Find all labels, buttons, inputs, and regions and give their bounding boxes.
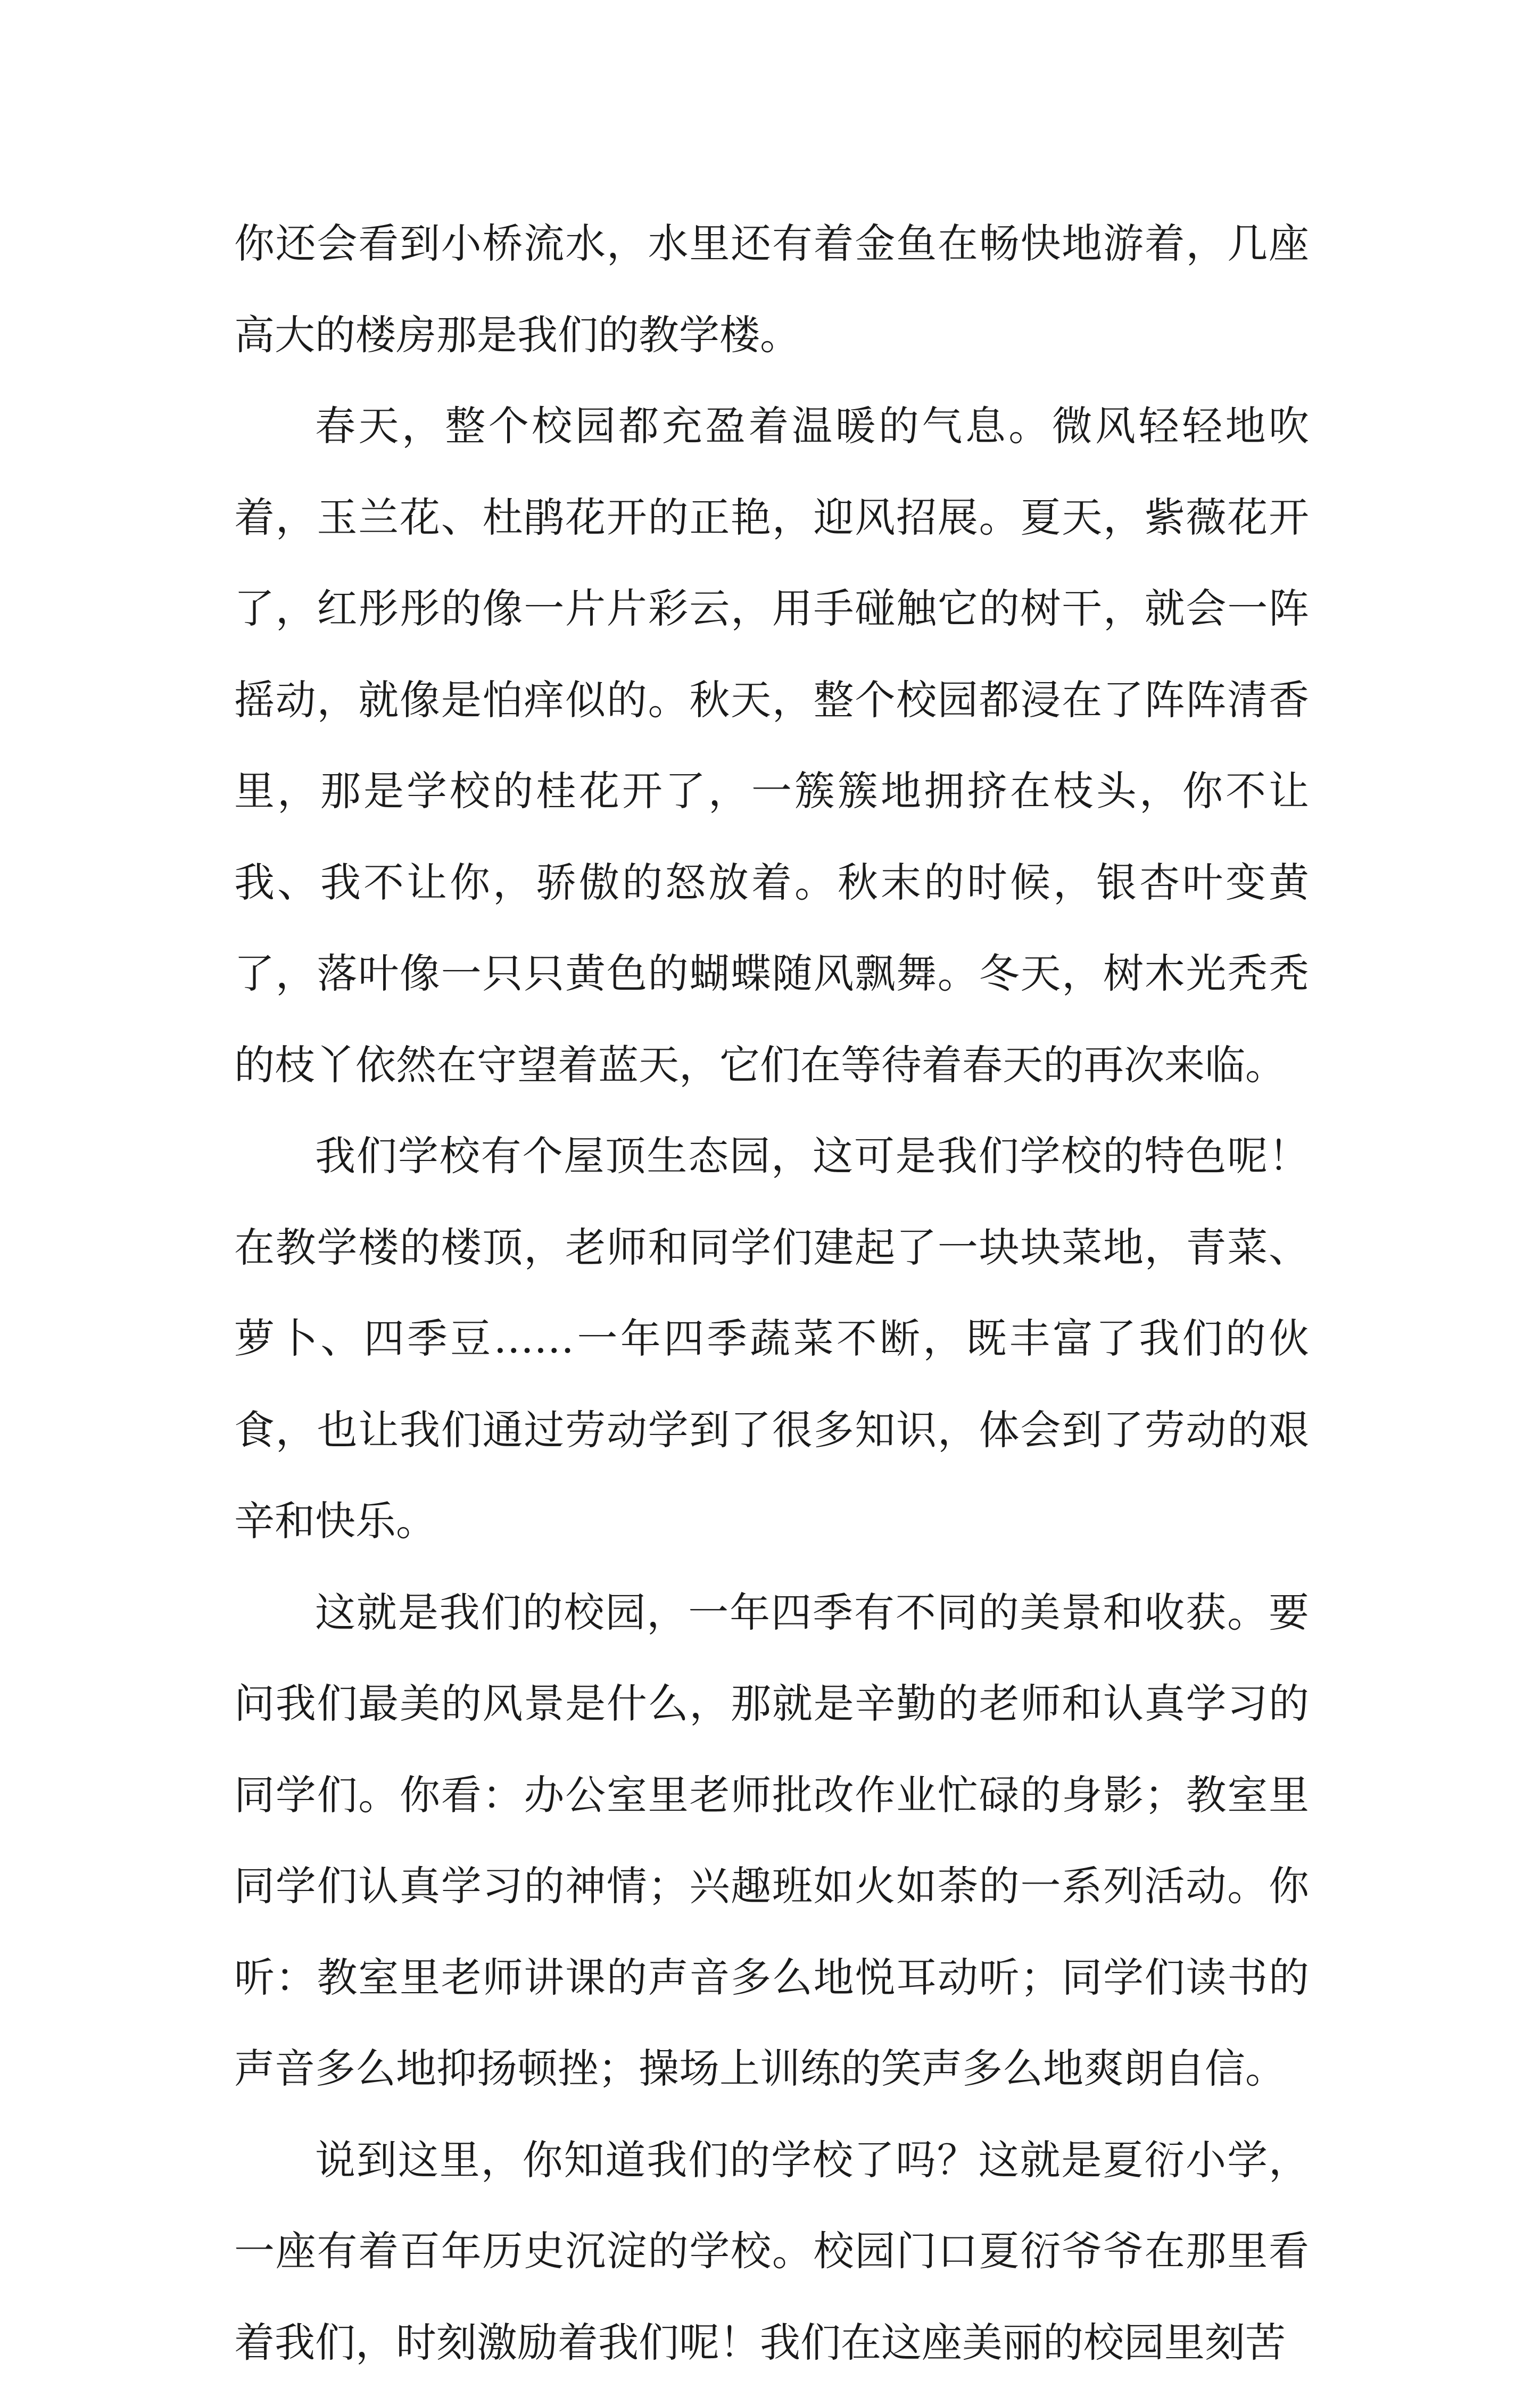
paragraph-school-intro: 说到这里，你知道我们的学校了吗？这就是夏衍小学，一座有着百年历史沉淀的学校。校园门口夏衍爷爷在那里看着我们，时刻激励着我们呢！我们在这座美丽的校园里刻苦 (234, 2115, 1309, 2388)
paragraph-teachers-students: 这就是我们的校园，一年四季有不同的美景和收获。要问我们最美的风景是什么，那就是辛勤的老师和认真学习的同学们。你看：办公室里老师批改作业忙碌的身影；教室里同学们认真学习的神情；兴趣班如火如荼的一系列活动。你听：教室里老师讲课的声音多么地悦耳动听；同学们读书的声音多么地抑扬顿挫；操场上训练的笑声多么地爽朗自信。 (234, 1567, 1309, 2115)
paragraph-continuation: 你还会看到小桥流水，水里还有着金鱼在畅快地游着，几座高大的楼房那是我们的教学楼。 (234, 198, 1309, 380)
paragraph-seasons: 春天，整个校园都充盈着温暖的气息。微风轻轻地吹着，玉兰花、杜鹃花开的正艳，迎风招展。夏天，紫薇花开了，红彤彤的像一片片彩云，用手碰触它的树干，就会一阵摇动，就像是怕痒似的。秋天，整个校园都浸在了阵阵清香里，那是学校的桂花开了，一簇簇地拥挤在枝头，你不让我、我不让你，骄傲的怒放着。秋末的时候，银杏叶变黄了，落叶像一只只黄色的蝴蝶随风飘舞。冬天，树木光秃秃的枝丫依然在守望着蓝天，它们在等待着春天的再次来临。 (234, 380, 1309, 1110)
paragraph-rooftop-garden: 我们学校有个屋顶生态园，这可是我们学校的特色呢！在教学楼的楼顶，老师和同学们建起了一块块菜地，青菜、萝卜、四季豆……一年四季蔬菜不断，既丰富了我们的伙食，也让我们通过劳动学到了很多知识，体会到了劳动的艰辛和快乐。 (234, 1110, 1309, 1567)
body-text (234, 198, 1309, 2388)
